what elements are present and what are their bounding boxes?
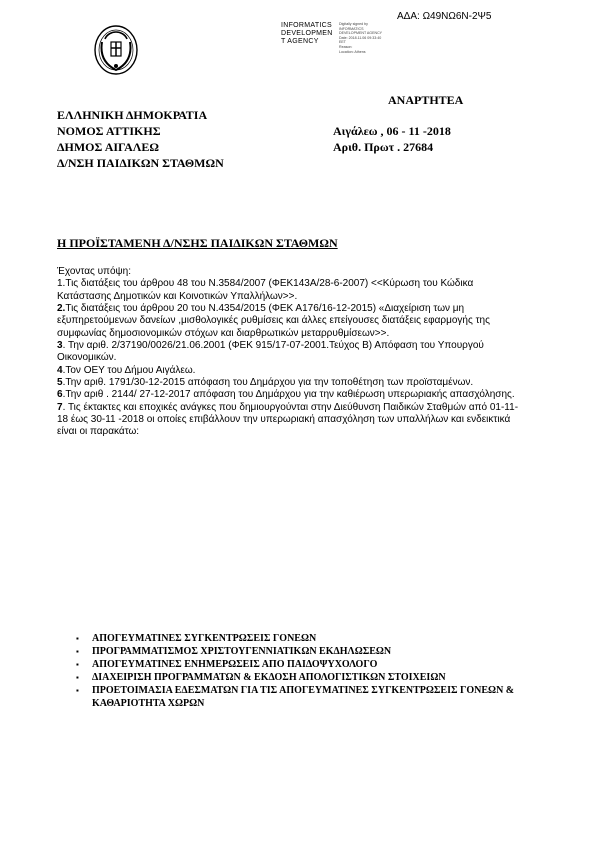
item-1: 1.Τις διατάξεις του άρθρου 48 του Ν.3584/2007 (ΦΕΚ143Α/28-6-2007) <<Κύρωση του Κώδικα Κατάστασης Δημοτικών και Κοινοτικών Υπαλλήλων>>. (57, 278, 474, 302)
digital-signature: Digitally signed by INFORMATICS DEVELOPMENT AGENCY Date: 2018.11.06 09:33:40 EET Reason: Location: Athens (339, 22, 383, 54)
list-item: ▪ ΠΡΟΕΤΟΙΜΑΣΙΑ ΕΔΕΣΜΑΤΩΝ ΓΙΑ ΤΙΣ ΑΠΟΓΕΥΜΑΤΙΝΕΣ ΣΥΓΚΕΝΤΡΩΣΕΙΣ ΓΟΝΕΩΝ & ΚΑΘΑΡΙΟΤΗΤΑ ΧΩΡΩΝ (76, 685, 515, 709)
item-2: 2.Τις διατάξεις του άρθρου 20 του Ν.4354/2015 (ΦΕΚ Α176/16-12-2015) «Διαχείριση των μη εξυπηρετούμενων δανείων ,μισθολογικές ρυθμίσεις και άλλες επείγουσες διατάξεις εφαρμογής της συμφωνίας δημοσιονομικών στόχων και διαρθρωτικών μεταρρυθμίσεων>>. (57, 303, 490, 339)
bullet-icon: ▪ (76, 686, 79, 695)
list-item: ▪ ΠΡΟΓΡΑΜΜΑΤΙΣΜΟΣ ΧΡΙΣΤΟΥΓΕΝΝΙΑΤΙΚΩΝ ΕΚΔΗΛΩΣΕΩΝ (76, 646, 392, 657)
list-item: ▪ ΑΠΟΓΕΥΜΑΤΙΝΕΣ ΣΥΓΚΕΝΤΡΩΣΕΙΣ ΓΟΝΕΩΝ (76, 633, 317, 644)
bullet-icon: ▪ (76, 660, 79, 669)
ada-code: ΑΔΑ: Ω49ΝΩ6Ν-2Ψ5 (397, 11, 492, 22)
intro-text: Έχοντας υπόψη: (57, 266, 131, 277)
item-6: 6.Την αριθ . 2144/ 27-12-2017 απόφαση του Δημάρχου για την καθιέρωση υπερωριακής απασχόλησης. (57, 389, 515, 401)
date-protocol: Αιγάλεω , 06 - 11 -2018 Αριθ. Πρωτ . 27684 (333, 124, 451, 154)
item-4: 4.Τον ΟΕΥ του Δήμου Αιγάλεω. (57, 364, 196, 376)
list-item: ▪ ΑΠΟΓΕΥΜΑΤΙΝΕΣ ΕΝΗΜΕΡΩΣΕΙΣ ΑΠΟ ΠΑΙΔΟΨΥΧΟΛΟΓΟ (76, 659, 378, 670)
item-5: 5.Την αριθ. 1791/30-12-2015 απόφαση του Δημάρχου για την τοποθέτηση των προϊσταμένων. (57, 377, 474, 389)
posting-stamp: ΑΝΑΡΤΗΤΕΑ (388, 93, 464, 107)
duties-list (76, 632, 556, 710)
item-3: 3. Την αριθ. 2/37190/0026/21.06.2001 (ΦΕΚ 915/17-07-2001.Τεύχος Β) Απόφαση του Υπουργού Οικονομικών. (57, 340, 484, 364)
document-title: Η ΠΡΟΪΣΤΑΜΕΝΗ Δ/ΝΣΗΣ ΠΑΙΔΙΚΩΝ ΣΤΑΘΜΩΝ (57, 236, 338, 250)
bullet-icon: ▪ (76, 673, 79, 682)
bullet-icon: ▪ (76, 634, 79, 643)
issuer-header: ΕΛΛΗΝΙΚΗ ΔΗΜΟΚΡΑΤΙΑ ΝΟΜΟΣ ΑΤΤΙΚΗΣ ΔΗΜΟΣ ΑΙΓΑΛΕΩ Δ/ΝΣΗ ΠΑΙΔΙΚΩΝ ΣΤΑΘΜΩΝ (57, 108, 224, 170)
hellenic-republic-seal-icon (92, 24, 140, 78)
bullet-icon: ▪ (76, 647, 79, 656)
agency-name: INFORMATICS DEVELOPMEN T AGENCY (281, 22, 333, 45)
considerations (57, 266, 527, 439)
list-item: ▪ ΔΙΑΧΕΙΡΙΣΗ ΠΡΟΓΡΑΜΜΑΤΩΝ & ΕΚΔΟΣΗ ΑΠΟΛΟΓΙΣΤΙΚΩΝ ΣΤΟΙΧΕΙΩΝ (76, 672, 446, 683)
item-7: 7. Τις έκτακτες και εποχικές ανάγκες που δημιουργούνται στην Διεύθυνση Παιδικών Σταθμών από 01-11-18 έως 30-11 -2018 οι οποίες επιβάλλουν την υπερωριακή απασχόληση των υπαλλήλων και ενδεικτικά είναι οι παρακάτω: (57, 401, 519, 438)
